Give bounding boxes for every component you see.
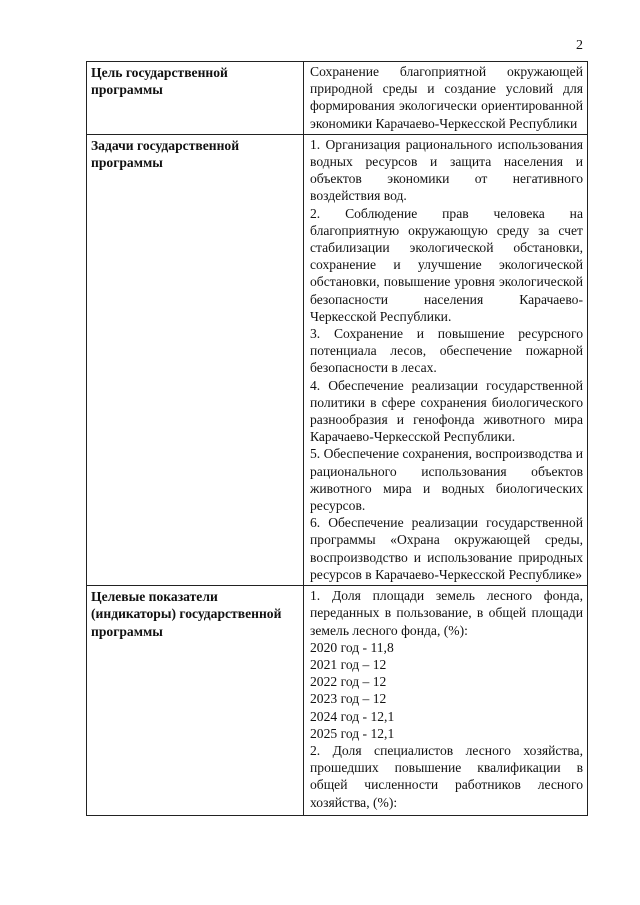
task-item-5: 5. Обеспечение сохранения, воспроизводства и рационального использования объектов животного мира и водных биологических ресурсов. bbox=[310, 446, 583, 514]
table-row-tasks bbox=[87, 134, 588, 585]
row-value-goal: Сохранение благоприятной окружающей природной среды и создание условий для формирования экологически ориентированной экономики Карачаево-Черкесской Республики bbox=[304, 62, 588, 135]
row-value-indicators bbox=[304, 586, 588, 816]
indicator-1-year-2021: 2021 год – 12 bbox=[310, 656, 387, 672]
row-label-indicators: Целевые показатели (индикаторы) государственной программы bbox=[87, 586, 304, 816]
program-passport-table bbox=[86, 61, 588, 816]
indicator-1-text: 1. Доля площади земель лесного фонда, переданных в пользование, в общей площади земель лесного фонда, (%): bbox=[310, 588, 583, 638]
task-item-6: 6. Обеспечение реализации государственной программы «Охрана окружающей среды, воспроизводство и использование природных ресурсов в Карачаево-Черкесской Республике» bbox=[310, 515, 583, 582]
table-row-indicators bbox=[87, 586, 588, 816]
task-item-4: 4. Обеспечение реализации государственной политики в сфере сохранения биологического разнообразия и генофонда животного мира Карачаево-Черкесской Республики. bbox=[310, 377, 583, 445]
row-value-tasks bbox=[304, 134, 588, 585]
table-row-goal bbox=[87, 62, 588, 135]
row-label-goal: Цель государственной программы bbox=[87, 62, 304, 135]
indicator-1-year-2023: 2023 год – 12 bbox=[310, 691, 387, 707]
page-number: 2 bbox=[576, 38, 583, 53]
indicator-1-year-2025: 2025 год - 12,1 bbox=[310, 725, 395, 741]
indicator-1-year-2024: 2024 год - 12,1 bbox=[310, 708, 395, 724]
task-item-1: 1. Организация рационального использования водных ресурсов и защита населения и объектов экономики от негативного воздействия вод. bbox=[310, 136, 583, 204]
indicator-2-text: 2. Доля специалистов лесного хозяйства, прошедших повышение квалификации в общей численности работников лесного хозяйства, (%): bbox=[310, 742, 583, 810]
indicator-1-year-2020: 2020 год - 11,8 bbox=[310, 639, 394, 655]
indicator-1-year-2022: 2022 год – 12 bbox=[310, 674, 387, 690]
row-label-tasks: Задачи государственной программы bbox=[87, 134, 304, 585]
task-item-2: 2. Соблюдение прав человека на благоприятную окружающую среду за счет стабилизации экологической обстановки, сохранение и улучшение экологической обстановки, повышение уровня экологической безопасности населения Карачаево-Черкесской Республики. bbox=[310, 205, 583, 324]
task-item-3: 3. Сохранение и повышение ресурсного потенциала лесов, обеспечение пожарной безопасности в лесах. bbox=[310, 326, 583, 376]
